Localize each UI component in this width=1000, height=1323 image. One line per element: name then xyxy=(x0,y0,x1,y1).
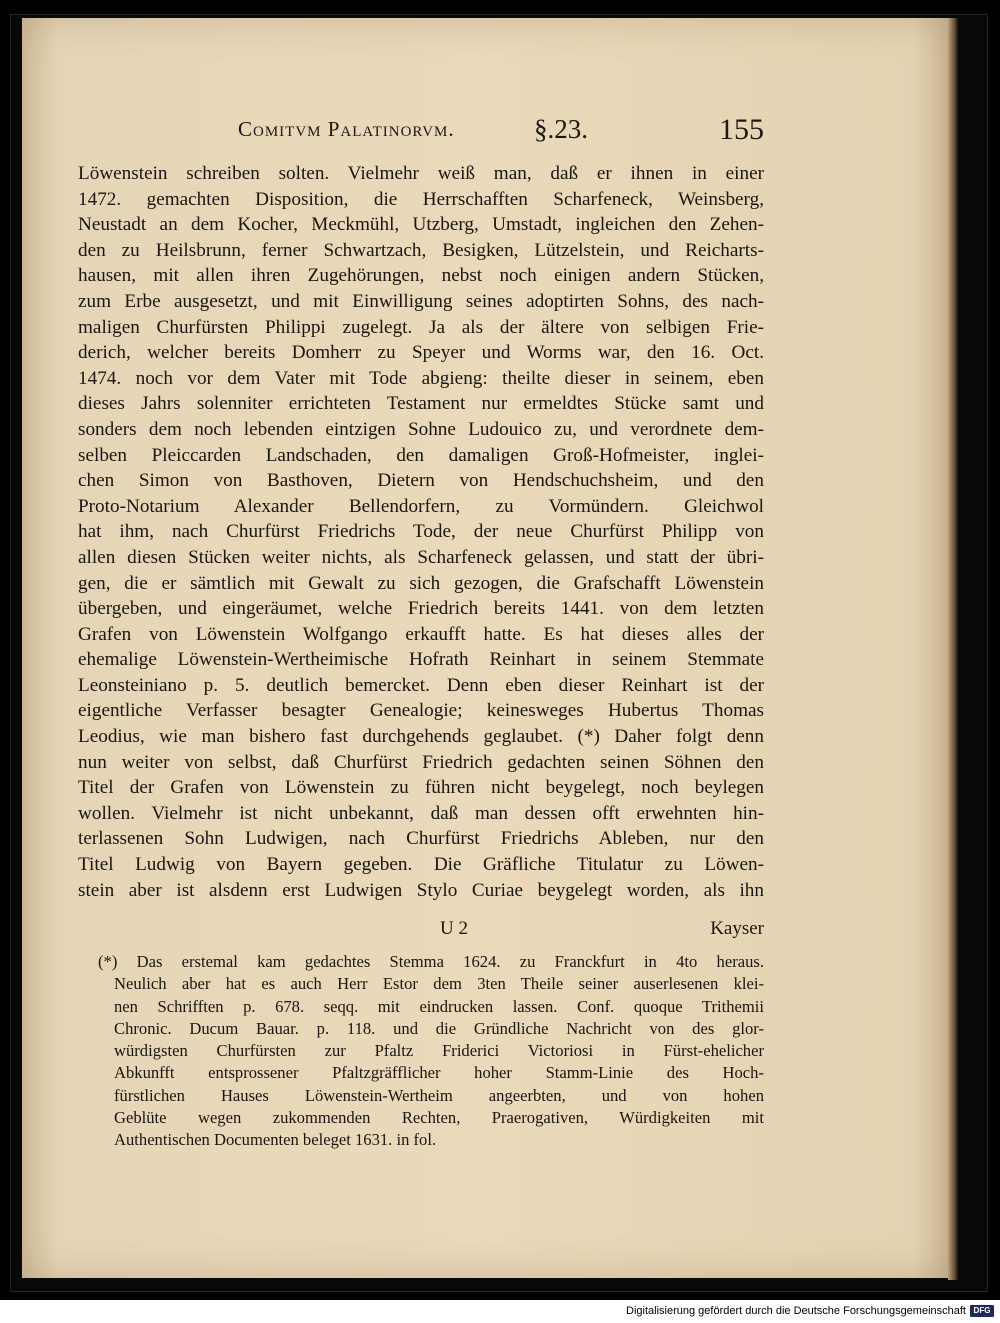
text-line: Leodius, wie man bishero fast durchgehends geglaubet. (*) Daher folgt denn xyxy=(78,726,764,748)
footnote-line: Neulich aber hat es auch Herr Estor dem 3ten Theile seiner auserlesenen klei- xyxy=(114,974,764,994)
footnote-line: Chronic. Ducum Bauar. p. 118. und die Gründliche Nachricht von des glor- xyxy=(114,1018,764,1038)
text-line: Leonsteiniano p. 5. deutlich bemercket. Denn eben dieser Reinhart ist der xyxy=(78,674,764,696)
text-line: übergeben, und eingeräumet, welche Friedrich bereits 1441. von dem letzten xyxy=(78,598,764,620)
text-line: ehemalige Löwenstein-Wertheimische Hofrath Reinhart in seinem Stemmate xyxy=(78,649,764,671)
text-line: Titel Ludwig von Bayern gegeben. Die Gräfliche Titulatur zu Löwen- xyxy=(78,854,764,876)
catchword: Kayser xyxy=(710,918,764,939)
text-line: dieses Jahrs solenniter errichteten Testament nur ermeldtes Stücke samt und xyxy=(78,393,764,415)
catch-line xyxy=(78,918,764,944)
footnote-line: Abkunfft entsprossener Pfaltzgräfflicher hoher Stamm-Linie des Hoch- xyxy=(114,1063,764,1083)
footnote-line: nen Schrifften p. 678. seqq. mit eindrucken lassen. Conf. quoque Trithemii xyxy=(114,996,764,1016)
text-line: stein aber ist alsdenn erst Ludwigen Stylo Curiae beygelegt worden, als ihn xyxy=(78,879,764,901)
text-line: Titel der Grafen von Löwenstein zu führen nicht beygelegt, noch beylegen xyxy=(78,777,764,799)
text-line: allen diesen Stücken weiter nichts, als Scharfeneck gelassen, und statt der übri- xyxy=(78,546,764,568)
signature-mark: U 2 xyxy=(440,918,468,939)
text-line: 1474. noch vor dem Vater mit Tode abgieng: theilte dieser in seinem, eben xyxy=(78,367,764,389)
text-line: derich, welcher bereits Domherr zu Speyer und Worms war, den 16. Oct. xyxy=(78,342,764,364)
footer-credit: Digitalisierung gefördert durch die Deutsche Forschungsgemeinschaft xyxy=(626,1305,966,1317)
text-line: maligen Churfürsten Philippi zugelegt. Ja als der ältere von selbigen Frie- xyxy=(78,316,764,338)
page-edge xyxy=(948,18,958,1280)
running-head xyxy=(238,113,764,147)
footnote-line: würdigsten Churfürsten zur Pfaltz Friderici Victoriosi in Fürst-ehelicher xyxy=(114,1041,764,1061)
text-line: wollen. Vielmehr ist nicht unbekannt, daß man dessen offt erwehnten hin- xyxy=(78,802,764,824)
footnote-line: Geblüte wegen zukommenden Rechten, Praerogativen, Würdigkeiten mit xyxy=(114,1108,764,1128)
text-line: zum Erbe ausgesetzt, und mit Einwilligung seines adoptirten Sohns, des nach- xyxy=(78,290,764,312)
running-head-title: Comitvm Palatinorvm. xyxy=(238,117,455,141)
text-line: Proto-Notarium Alexander Bellendorfern, zu Vormündern. Gleichwol xyxy=(78,495,764,517)
body-text xyxy=(78,161,764,903)
text-line: Löwenstein schreiben solten. Vielmehr weiß man, daß er ihnen in einer xyxy=(78,163,764,184)
text-line: chen Simon von Basthoven, Dietern von Hendschuchsheim, und den xyxy=(78,470,764,492)
dfg-logo-icon: DFG xyxy=(970,1305,994,1317)
text-line: Neustadt an dem Kocher, Meckmühl, Utzberg, Umstadt, ingleichen den Zehen- xyxy=(78,214,764,236)
footnote xyxy=(98,951,764,1152)
text-line: eigentliche Verfasser besagter Genealogie; keinesweges Hubertus Thomas xyxy=(78,700,764,722)
text-line: nun weiter von selbst, daß Churfürst Friedrich gedachten seinen Söhnen den xyxy=(78,751,764,773)
text-line: terlassenen Sohn Ludwigen, nach Churfürst Friedrichs Ableben, nur den xyxy=(78,828,764,850)
text-line: hausen, mit allen ihren Zugehörungen, nebst noch einigen andern Stücken, xyxy=(78,265,764,287)
text-line: selben Pleiccarden Landschaden, den damaligen Groß-Hofmeister, inglei- xyxy=(78,444,764,466)
text-line: sonders dem noch lebenden eintzigen Sohne Ludouico zu, und verordnete dem- xyxy=(78,418,764,440)
page-number: 155 xyxy=(719,113,764,146)
footnote-line: Authentischen Documenten beleget 1631. in fol. xyxy=(114,1130,437,1150)
text-line: gen, die er sämtlich mit Gewalt zu sich gezogen, die Grafschafft Löwenstein xyxy=(78,572,764,594)
footnote-line: fürstlichen Hauses Löwenstein-Wertheim angeerbten, und von hohen xyxy=(114,1085,764,1105)
text-line: Grafen von Löwenstein Wolfgango erkaufft hatte. Es hat dieses alles der xyxy=(78,623,764,645)
text-line: den zu Heilsbrunn, ferner Schwartzach, Besigken, Lützelstein, und Reicharts- xyxy=(78,239,764,261)
text-line: 1472. gemachten Disposition, die Herrschafften Scharfeneck, Weinsberg, xyxy=(78,188,764,210)
text-line: hat ihm, nach Churfürst Friedrichs Tode, der neue Churfürst Philipp von xyxy=(78,521,764,543)
footer-bar xyxy=(0,1300,1000,1323)
footnote-line: (*) Das erstemal kam gedachtes Stemma 1624. zu Franckfurt in 4to heraus. xyxy=(98,952,764,971)
running-head-section: §.23. xyxy=(534,114,588,144)
